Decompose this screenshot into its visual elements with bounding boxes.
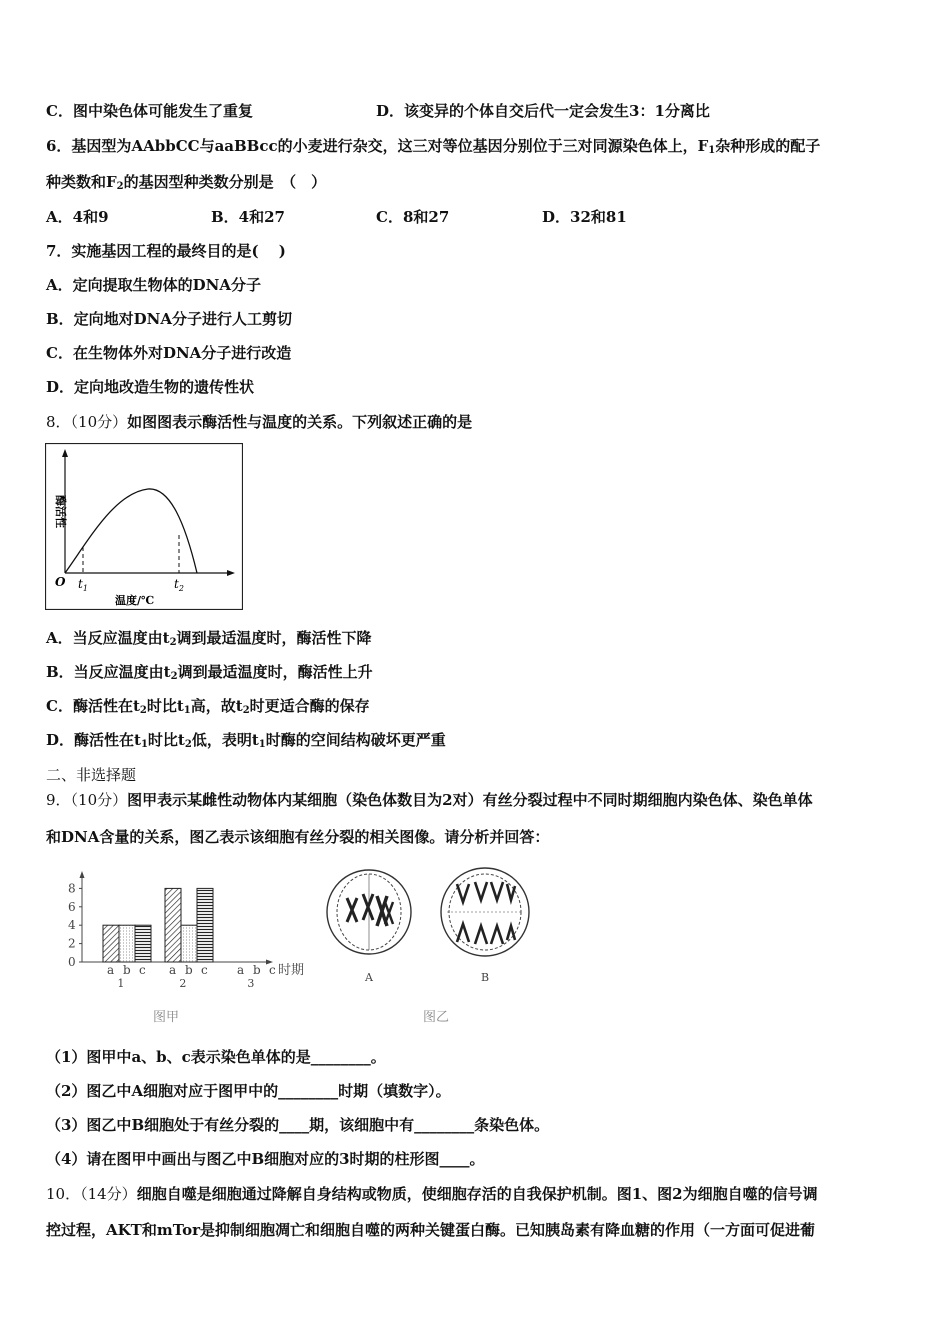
cell-a-image (327, 870, 411, 954)
graph-origin: O (55, 575, 66, 589)
graph-xlabel: 温度/℃ (115, 594, 155, 607)
q9-stem-line1: 9．（10分）图甲表示某雌性动物体内某细胞（染色体数目为2对）有丝分裂过程中不同时期细胞内染色体、染色单体 (46, 791, 813, 809)
bar (103, 925, 119, 962)
y-tick-label: 2 (68, 936, 76, 951)
bar (119, 925, 135, 962)
bar-sub-label: a (169, 963, 177, 977)
q9-subquestion-2: （2）图乙中A细胞对应于图甲中的________时期（填数字）。 (46, 1082, 451, 1100)
chart-title: 图甲 (153, 1010, 180, 1025)
y-tick-label: 4 (68, 918, 76, 933)
cell-b-image (441, 868, 529, 956)
q7-stem: 7．实施基因工程的最终目的是( ) (46, 242, 286, 260)
category-label: 2 (179, 977, 187, 990)
bar-sub-label: c (201, 963, 208, 977)
y-tick-label: 8 (68, 881, 76, 896)
cell-b-label: B (481, 971, 490, 984)
q6-option-b: B．4和27 (211, 208, 285, 226)
enzyme-activity-graph (45, 443, 243, 610)
bar (181, 925, 197, 962)
bar (197, 888, 213, 962)
graph-ylabel: 酶活性 (54, 495, 67, 528)
q9-subquestion-4: （4）请在图甲中画出与图乙中B细胞对应的3时期的柱形图____。 (46, 1150, 485, 1168)
chart-xlabel: 时期 (278, 963, 305, 978)
q7-option-d: D．定向地改造生物的遗传性状 (46, 378, 255, 396)
cell-a-label: A (365, 971, 373, 984)
q5-option-c: C．图中染色体可能发生了重复 (46, 102, 253, 120)
q5-option-d: D．该变异的个体自交后代一定会发生3：1分离比 (376, 102, 710, 120)
q6-option-d: D．32和81 (542, 208, 627, 226)
q7-option-b: B．定向地对DNA分子进行人工剪切 (46, 310, 293, 328)
bar (165, 888, 181, 962)
figure-jia-bar-chart (60, 865, 330, 1030)
bar-sub-label: a (237, 963, 245, 977)
figure-yi-cell-images (325, 862, 540, 1032)
q8-option-d: D．酶活性在$t_1$时比$t_2$低，表明$t_1$时酶的空间结构破坏更严重 (46, 731, 446, 750)
q9-stem-line2: 和DNA含量的关系，图乙表示该细胞有丝分裂的相关图像。请分析并回答： (46, 828, 550, 846)
figure-yi-title: 图乙 (423, 1010, 450, 1025)
bar-sub-label: c (269, 963, 276, 977)
q7-option-a: A．定向提取生物体的DNA分子 (46, 276, 261, 294)
q8-option-c: C．酶活性在$t_2$时比$t_1$高，故$t_2$时更适合酶的保存 (46, 697, 370, 716)
q6-option-c: C．8和27 (376, 208, 450, 226)
bar-sub-label: b (123, 963, 131, 977)
q7-option-c: C．在生物体外对DNA分子进行改造 (46, 344, 292, 362)
bar-sub-label: b (185, 963, 193, 977)
q6-stem-line2: 种类数和$F_2$的基因型种类数分别是 （ ） (46, 173, 327, 192)
q6-option-a: A．4和9 (46, 208, 109, 226)
bar (135, 925, 151, 962)
graph-t2: $t_2$ (174, 577, 184, 593)
q8-option-a: A．当反应温度由$t_2$调到最适温度时，酶活性下降 (46, 629, 372, 648)
bar-sub-label: b (253, 963, 261, 977)
y-tick-label: 0 (68, 955, 76, 969)
bar-sub-label: a (107, 963, 115, 977)
graph-t1: $t_1$ (78, 577, 88, 593)
q10-stem-line2: 控过程，AKT和mTor是抑制细胞凋亡和细胞自噬的两种关键蛋白酶。已知胰岛素有降血糖的作用（一方面可促进葡 (46, 1221, 816, 1239)
q8-stem: 8．（10分）如图图表示酶活性与温度的关系。下列叙述正确的是 (46, 413, 473, 431)
y-tick-label: 6 (68, 899, 76, 914)
category-label: 3 (247, 977, 255, 990)
section-heading: 二、非选择题 (46, 766, 137, 784)
q9-subquestion-1: （1）图甲中a、b、c表示染色单体的是________。 (46, 1048, 386, 1066)
category-label: 1 (117, 977, 125, 990)
q9-subquestion-3: （3）图乙中B细胞处于有丝分裂的____期，该细胞中有________条染色体。 (46, 1116, 550, 1134)
q10-stem-line1: 10．（14分）细胞自噬是细胞通过降解自身结构或物质，使细胞存活的自我保护机制。图1、图2为细胞自噬的信号调 (46, 1185, 818, 1203)
q8-option-b: B．当反应温度由$t_2$调到最适温度时，酶活性上升 (46, 663, 373, 682)
q6-stem-line1: 6．基因型为AAbbCC与aaBBcc的小麦进行杂交，这三对等位基因分别位于三对同源染色体上，$F_1$杂种形成的配子 (46, 137, 821, 156)
bar-sub-label: c (139, 963, 146, 977)
